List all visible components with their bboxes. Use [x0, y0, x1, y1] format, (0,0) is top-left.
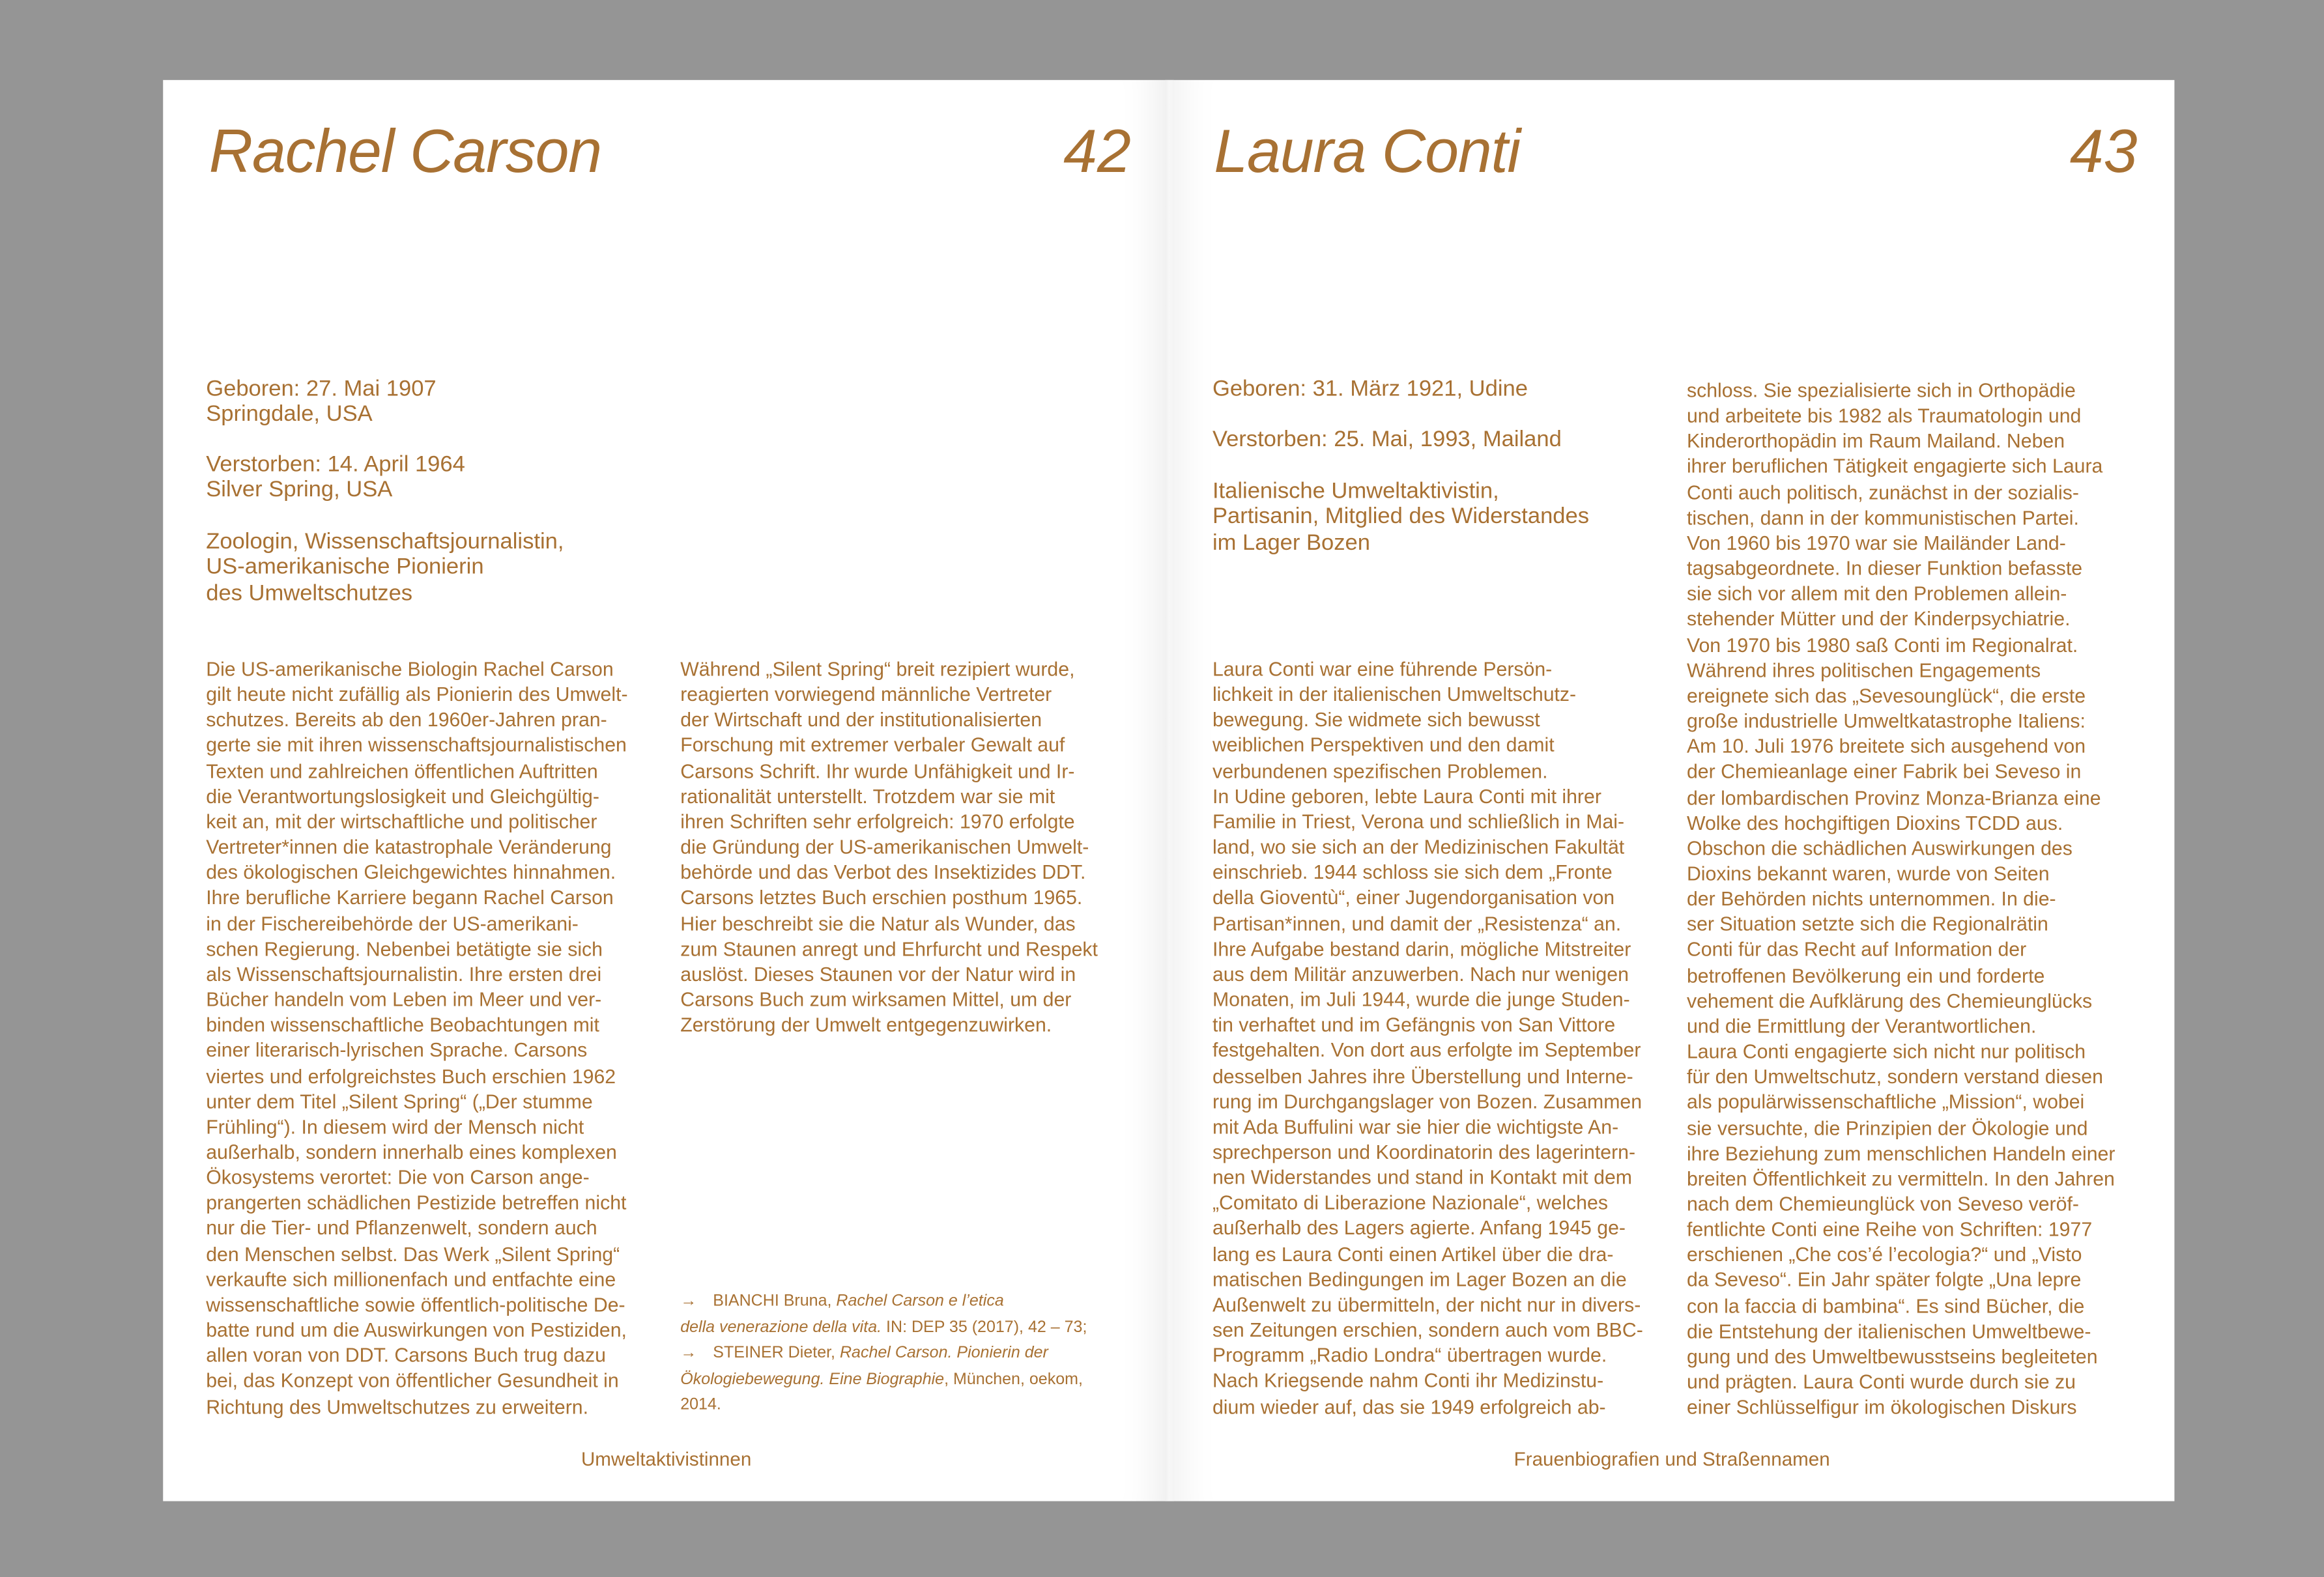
page-number: 43: [2069, 117, 2138, 186]
page-number: 42: [1063, 117, 1131, 186]
spine-gutter: [1165, 80, 1174, 1501]
body-column-1: Die US-amerikanische Biologin Rachel Carson gilt heute nicht zufällig als Pionierin des Umwelt- schutzes. Bereits ab den 1960er-Jahren pran- gerte sie mit ihren wissenschaftsjournalistischen Texten und zahlreichen öffentlichen Auftritten die Verantwortungslosigkeit und Gleichgültig- keit an, mit der wirtschaftliche und politischer Vertreter*innen die katastrophale Veränderung des ökologischen Gleichgewichtes hinnahmen. Ihre berufliche Karriere begann Rachel Carson in der Fischereibehörde der US-amerikani- schen Regierung. Nebenbei betätigte sie sich als Wissenschaftsjournalistin. Ihre ersten drei Bücher handeln vom Leben im Meer und ver- binden wissenschaftliche Beobachtungen mit einer literarisch-lyrischen Sprache. Carsons viertes und erfolgreichstes Buch erschien 1962 unter dem Titel „Silent Spring“ („Der stumme Frühling“). In diesem wird der Mensch nicht außerhalb, sondern innerhalb eines komplexen Ökosystems verortet: Die von Carson ange- prangerten schädlichen Pestizide betreffen nicht nur die Tier- und Pflanzenwelt, sondern auch den Menschen selbst. Das Werk „Silent Spring“ verkaufte sich millionenfach und entfachte eine wissenschaftliche sowie öffentlich-politische De- batte rund um die Auswirkungen von Pestiziden, allen voran von DDT. Carsons Buch trug dazu bei, das Konzept von öffentlicher Gesundheit in Richtung des Umweltschutzes zu erweitern.: [206, 658, 628, 1418]
death-info: Verstorben: 14. April 1964 Silver Spring, USA: [206, 451, 465, 503]
running-footer: Umweltaktivistinnen: [581, 1447, 752, 1470]
birth-info: Geboren: 31. März 1921, Udine: [1212, 376, 1528, 402]
death-info: Verstorben: 25. Mai, 1993, Mailand: [1212, 427, 1562, 452]
right-page: [1169, 80, 2174, 1501]
page-title: Rachel Carson: [208, 117, 601, 186]
running-footer: Frauenbiografien und Straßennamen: [1513, 1447, 1830, 1470]
arrow-right-icon: →: [680, 1344, 697, 1363]
left-page: [163, 80, 1169, 1501]
birth-info: Geboren: 27. Mai 1907 Springdale, USA: [206, 376, 437, 427]
reference-2: → STEINER Dieter, Rachel Carson. Pionierin der: [680, 1341, 1140, 1367]
body-column-2: Während „Silent Spring“ breit rezipiert wurde, reagierten vorwiegend männliche Vertreter der Wirtschaft und der institutionalisierten Forschung mit extremer verbaler Gewalt auf Carsons Schrift. Ihr wurde Unfähigkeit und Ir- rationalität unterstellt. Trotzdem war sie mit ihren Schriften sehr erfolgreich: 1970 erfolgte die Gründung der US-amerikanischen Umwelt- behörde und das Verbot des Insektizides DDT. Carsons letztes Buch erschien posthum 1965. Hier beschreibt sie die Natur als Wunder, das zum Staunen anregt und Ehrfurcht und Respekt auslöst. Dieses Staunen vor der Natur wird in Carsons Buch zum wirksamen Mittel, um der Zerstörung der Umwelt entgegenzuwirken.: [680, 658, 1098, 1036]
role-description: Italienische Umweltaktivistin, Partisanin, Mitglied des Widerstandes im Lager Bozen: [1212, 478, 1590, 556]
body-column-1: Laura Conti war eine führende Persön- lichkeit in der italienischen Umweltschutz- bewegung. Sie widmete sich bewusst weiblichen Perspektiven und den damit verbundenen spezifischen Problemen. In Udine geboren, lebte Laura Conti mit ihrer Familie in Triest, Verona und schließlich in Mai- land, wo sie sich an der Medizinischen Fakultät einschrieb. 1944 schloss sie sich dem „Fronte della Gioventù“, einer Jugendorganisation von Partisan*innen, und damit der „Resistenza“ an. Ihre Aufgabe bestand darin, mögliche Mitstreiter aus dem Militär anzuwerben. Nach nur wenigen Monaten, im Juli 1944, wurde die junge Studen- tin verhaftet und im Gefängnis von San Vittore festgehalten. Von dort aus erfolgte im September desselben Jahres ihre Überstellung und Interne- rung im Durchgangslager von Bozen. Zusammen mit Ada Buffulini war sie hier die wichtigste An- sprechperson und Koordinatorin des lagerintern- nen Widerstandes und stand in Kontakt mit dem „Comitato di Liberazione Nazionale“, welches außerhalb des Lagers agierte. Anfang 1945 ge- lang es Laura Conti einen Artikel über die dra- matischen Bedingungen im Lager Bozen an die Außenwelt zu übermitteln, der nicht nur in divers- sen Zeitungen erschien, sondern auch vom BBC- Programm „Radio Londra“ übertragen wurde. Nach Kriegsende nahm Conti ihr Medizinstu- dium wieder auf, das sie 1949 erfolgreich ab-: [1212, 658, 1643, 1418]
references: → BIANCHI Bruna, Rachel Carson e l’etica della venerazione della vita. IN: DEP 35 (2017), 42 – 73; → STEINER Dieter, Rachel Carson. Pionierin der Ökologiebewegung. Eine Biographie, München, oekom, 2014.: [680, 1289, 1140, 1419]
reference-1: → BIANCHI Bruna, Rachel Carson e l’etica: [680, 1289, 1140, 1315]
page-title: Laura Conti: [1214, 117, 1520, 186]
arrow-right-icon: →: [680, 1292, 697, 1311]
role-description: Zoologin, Wissenschaftsjournalistin, US-amerikanische Pionierin des Umweltschutzes: [206, 529, 564, 606]
body-column-2: schloss. Sie spezialisierte sich in Orthopädie und arbeitete bis 1982 als Traumatologin und Kinderorthopädin im Raum Mailand. Neben ihrer beruflichen Tätigkeit engagierte sich Laura Conti auch politisch, zunächst in der sozialis- tischen, dann in der kommunistischen Partei. Von 1960 bis 1970 war sie Mailänder Land- tagsabgeordnete. In dieser Funktion befasste sie sich vor allem mit den Problemen allein- stehender Mütter und der Kinderpsychiatrie. Von 1970 bis 1980 saß Conti im Regionalrat. Während ihres politischen Engagements ereignete sich das „Sevesounglück“, die erste große industrielle Umweltkatastrophe Italiens: Am 10. Juli 1976 breitete sich ausgehend von der Chemieanlage einer Fabrik bei Seveso in der lombardischen Provinz Monza-Brianza eine Wolke des hochgiftigen Dioxins TCDD aus. Obschon die schädlichen Auswirkungen des Dioxins bekannt waren, wurde von Seiten der Behörden nichts unternommen. In die- ser Situation setzte sich die Regionalrätin Conti für das Recht auf Information der betroffenen Bevölkerung ein und forderte vehement die Aufklärung des Chemieunglücks und die Ermittlung der Verantwortlichen. Laura Conti engagierte sich nicht nur politisch für den Umweltschutz, sondern verstand diesen als populärwissenschaftliche „Mission“, wobei sie versuchte, die Prinzipien der Ökologie und ihre Beziehung zum menschlichen Handeln einer breiten Öffentlichkeit zu vermitteln. In den Jahren nach dem Chemieunglück von Seveso veröf- fentlichte Conti eine Reihe von Schriften: 1977 erschienen „Che cos’é l’ecologia?“ und „Visto da Seveso“. Ein Jahr später folgte „Una lepre con la faccia di bambina“. Es sind Bücher, die die Entstehung der italienischen Umweltbewe- gung und des Umweltbewusstseins begleiteten und prägten. Laura Conti wurde durch sie zu einer Schlüsselfigur im ökologischen Diskurs: [1686, 379, 2116, 1419]
